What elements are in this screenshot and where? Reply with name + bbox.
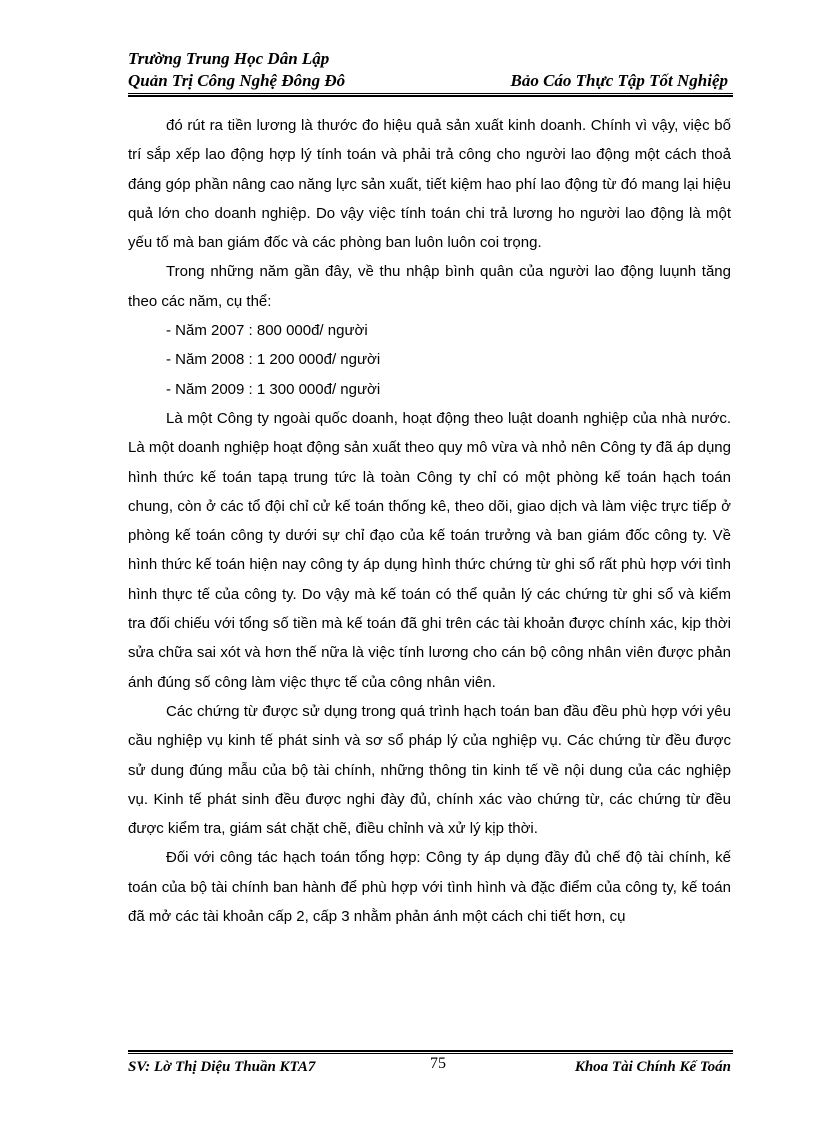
paragraph-salary-importance: đó rút ra tiền lương là thước đo hiệu quả sản xuất kinh doanh. Chính vì vậy, việc bố trí sắp xếp lao động hợp lý tính toán và phải trả công cho người lao động một cách thoả đáng góp phần nâng cao năng lực sản xuất, tiết kiệm hao phí lao động từ đó mang lại hiệu quả lớn cho doanh nghiệp. Do vậy việc tính toán chi trả lương ho người lao động là một yếu tố mà ban giám đốc và các phòng ban luôn luôn coi trọng. xyxy=(128,117,731,252)
footer-divider-thick xyxy=(128,1050,733,1052)
paragraph-vouchers: Các chứng từ được sử dụng trong quá trình hạch toán ban đầu đều phù hợp với yêu cầu nghiệp vụ kinh tế phát sinh và sơ sổ pháp lý của nghiệp vụ. Các chứng từ đều được sử dung đúng mẫu của bộ tài chính, những thông tin kinh tế về nội dung của các nghiệp vụ. Kinh tế phát sinh đều được nghi đày đủ, chính xác vào chứng từ, các chứng từ đều được kiểm tra, giám sát chặt chẽ, điều chỉnh và xử lý kịp thời. xyxy=(128,702,731,838)
header-divider-thick xyxy=(128,95,733,97)
header-report-title: Bảo Cáo Thực Tập Tốt Nghiệp xyxy=(510,71,728,90)
header-department: Quản Trị Công Nghệ Đông Đô xyxy=(128,71,346,90)
footer-faculty: Khoa Tài Chính Kế Toán xyxy=(574,1059,731,1075)
paragraph-accounting-form: Là một Công ty ngoài quốc doanh, hoạt động theo luật doanh nghiệp của nhà nước. Là một doanh nghiệp hoạt động sản xuất theo quy mô vừa và nhỏ nên Công ty đã áp dụng hình thức kế toán tapạ trung tức là toàn Công ty chỉ có một phòng kế toán hạch toán chung, còn ở các tổ đội chỉ cử kế toán thống kê, theo dõi, giao dịch và làm việc trực tiếp ở phòng kế toán công ty dưới sự chỉ đạo của kế toán trưởng và ban giám đốc công ty. Về hình thức kế toán hiện nay công ty áp dụng hình thức chứng từ ghi sổ rất phù hợp với tình hình thực tế của công ty. Do vậy mà kế toán có thể quản lý các chứng từ ghi sổ và kiểm tra đối chiếu với tổng số tiền mà kế toán đã ghi trên các tài khoản được chính xác, kịp thời sửa chữa sai xót và hơn thế nữa là việc tính lương cho cán bộ công nhân viên được phản ánh đúng số công làm việc thực tế của công nhân viên. xyxy=(128,409,731,691)
document-body xyxy=(128,111,731,931)
income-item-2009: - Năm 2009 : 1 300 000đ/ người xyxy=(166,380,381,398)
income-item-2008: - Năm 2008 : 1 200 000đ/ người xyxy=(166,351,381,369)
income-item-2007: - Năm 2007 : 800 000đ/ người xyxy=(166,322,368,340)
paragraph-income-intro: Trong những năm gần đây, về thu nhập bình quân của người lao động luụnh tăng theo các năm, cụ thể: xyxy=(128,263,731,310)
header-school: Trường Trung Học Dân Lập xyxy=(128,49,330,68)
header-divider xyxy=(128,93,733,94)
paragraph-general-accounting: Đối với công tác hạch toán tổng hợp: Công ty áp dụng đầy đủ chế độ tài chính, kế toán của bộ tài chính ban hành để phù hợp với tình hình và đặc điểm của công ty, kế toán đã mở các tài khoản cấp 2, cấp 3 nhằm phản ánh một cách chi tiết hơn, cụ xyxy=(128,849,731,926)
footer-student: SV: Lờ Thị Diệu Thuần KTA7 xyxy=(128,1059,316,1075)
page-number: 75 xyxy=(430,1055,446,1072)
